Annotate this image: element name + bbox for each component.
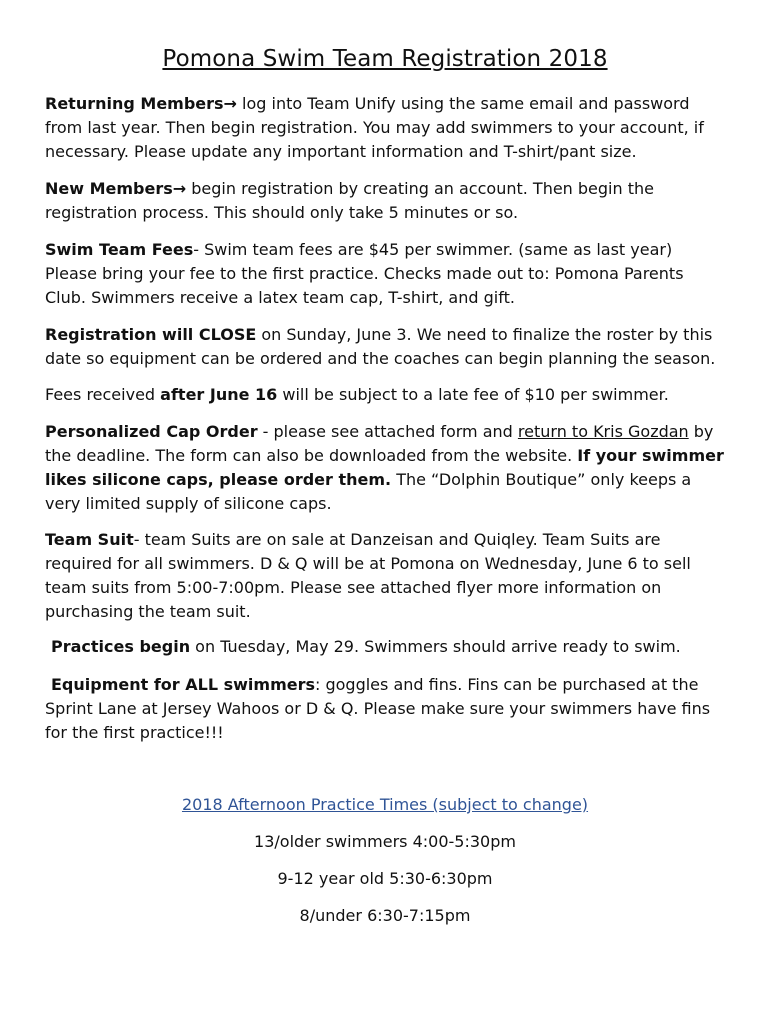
cap-order-paragraph xyxy=(45,420,725,516)
late-fee-date: after June 16 xyxy=(160,385,278,404)
team-suit-paragraph xyxy=(45,528,725,624)
registration-close-paragraph xyxy=(45,323,725,371)
registration-close-label: Registration will CLOSE xyxy=(45,325,257,344)
cap-order-silicone-note: If your swimmer likes silicone caps, please order them. xyxy=(45,446,724,489)
swim-team-fees-label: Swim Team Fees xyxy=(45,240,194,259)
swim-team-fees-paragraph xyxy=(45,238,725,310)
cap-order-text-1: - please see attached form and xyxy=(257,422,518,441)
team-suit-label: Team Suit xyxy=(45,530,134,549)
late-fee-prefix: Fees received xyxy=(45,385,161,404)
cap-order-text-2: by the deadline. The form can also be downloaded from the website. xyxy=(45,422,714,465)
page-title: Pomona Swim Team Registration 2018 xyxy=(162,46,608,72)
cap-order-return-contact: return to Kris Gozdan xyxy=(517,422,689,441)
new-members-text: begin registration by creating an account. Then begin the registration process. This should only take 5 minutes or so. xyxy=(45,179,654,222)
new-members-paragraph xyxy=(45,177,725,225)
practice-time-line: 9-12 year old 5:30-6:30pm xyxy=(277,869,493,888)
returning-members-label: Returning Members→ xyxy=(45,94,237,113)
late-fee-suffix: will be subject to a late fee of $10 per swimmer. xyxy=(277,385,669,404)
new-members-label: New Members→ xyxy=(45,179,187,198)
late-fee-paragraph xyxy=(45,383,725,407)
practice-times-heading: 2018 Afternoon Practice Times (subject to change) xyxy=(181,795,589,814)
practice-time-line: 8/under 6:30-7:15pm xyxy=(299,906,471,925)
equipment-text: : goggles and fins. Fins can be purchased at the Sprint Lane at Jersey Wahoos or D & Q. Please make sure your swimmers have fins for the first practice!!! xyxy=(45,675,711,742)
returning-members-text: log into Team Unify using the same email and password from last year. Then begin registration. You may add swimmers to your account, if necessary. Please update any important information and T-shirt/pant size. xyxy=(45,94,704,161)
registration-close-text: on Sunday, June 3. We need to finalize the roster by this date so equipment can be ordered and the coaches can begin planning the season. xyxy=(45,325,716,368)
practices-begin-label: Practices begin xyxy=(51,637,191,656)
equipment-paragraph xyxy=(45,673,725,745)
equipment-label: Equipment for ALL swimmers xyxy=(51,675,315,694)
practices-begin-paragraph xyxy=(45,635,731,659)
swim-team-fees-text: - Swim team fees are $45 per swimmer. (same as last year) Please bring your fee to the first practice. Checks made out to: Pomona Parents Club. Swimmers receive a latex team cap, T-shirt, and gift. xyxy=(45,240,684,307)
practice-time-line: 13/older swimmers 4:00-5:30pm xyxy=(254,832,516,851)
returning-members-paragraph xyxy=(45,92,725,164)
cap-order-label: Personalized Cap Order xyxy=(45,422,258,441)
practices-begin-text: on Tuesday, May 29. Swimmers should arrive ready to swim. xyxy=(190,637,681,656)
team-suit-text: - team Suits are on sale at Danzeisan and Quiqley. Team Suits are required for all swimmers. D & Q will be at Pomona on Wednesday, June 6 to sell team suits from 5:00-7:00pm. Please see attached flyer more information on purchasing the team suit. xyxy=(45,530,691,621)
cap-order-text-3: The “Dolphin Boutique” only keeps a very limited supply of silicone caps. xyxy=(45,470,692,513)
